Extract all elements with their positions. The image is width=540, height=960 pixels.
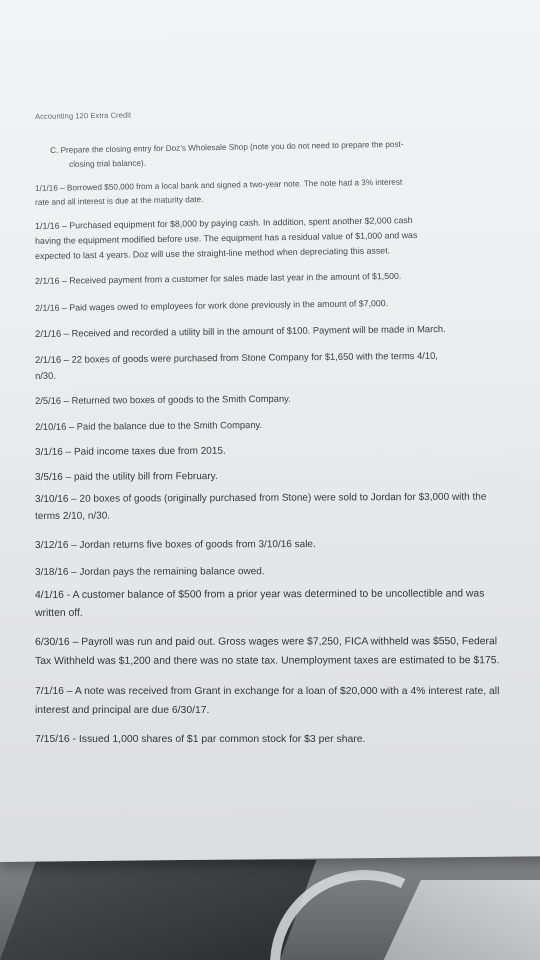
entry-customer-payment: 2/1/16 – Received payment from a customer for sales made last year in the amount of $1,500. [35,270,402,286]
entry-payroll-line-2: Tax Withheld was $1,200 and there was no state tax. Unemployment taxes are estimated to be $175. [35,655,500,667]
entry-jordan-returns: 3/12/16 – Jordan returns five boxes of goods from 3/10/16 sale. [35,539,316,551]
entry-borrow-line-2: rate and all interest is due at the maturity date. [35,195,204,207]
question-c-line-1: C. Prepare the closing entry for Doz’s Wholesale Shop (note you do not need to prepare the post- [50,139,404,155]
entry-equipment-line-3: expected to last 4 years. Doz will use the straight-line method when depreciating this asset. [35,245,391,261]
entry-income-taxes: 3/1/16 – Paid income taxes due from 2015. [35,445,226,458]
entry-note-received-line-1: 7/1/16 – A note was received from Grant in exchange for a loan of $20,000 with a 4% interest rate, all [35,686,500,697]
entry-sale-jordan-line-1: 3/10/16 – 20 boxes of goods (originally purchased from Stone) were sold to Jordan for $3,000 with the [35,491,487,505]
entry-sale-jordan-line-2: terms 2/10, n/30. [35,510,111,522]
entry-stone-purchase-line-2: n/30. [35,369,56,381]
desk-shadow [0,860,316,960]
entry-return-smith: 2/5/16 – Returned two boxes of goods to the Smith Company. [35,392,291,406]
entry-uncollectible-line-2: written off. [35,607,83,619]
entry-equipment-line-2: having the equipment modified before use. The equipment has a residual value of $1,000 and was [35,229,418,246]
entry-utility-bill: 2/1/16 – Received and recorded a utility bill in the amount of $100. Payment will be made in March. [35,322,446,339]
question-c-line-2: closing trial balance). [69,158,147,169]
entry-jordan-pays: 3/18/16 – Jordan pays the remaining balance owed. [35,566,265,578]
entry-equipment-line-1: 1/1/16 – Purchased equipment for $8,000 by paying cash. In addition, spent another $2,000 cash [35,215,413,231]
entry-note-received-line-2: interest and principal are due 6/30/17. [35,705,210,716]
entry-borrow-line-1: 1/1/16 – Borrowed $50,000 from a local bank and signed a two-year note. The note had a 3% interest [35,177,403,193]
entry-pay-utility: 3/5/16 – paid the utility bill from February. [35,471,218,483]
document-header: Accounting 120 Extra Credit [35,110,132,121]
entry-payroll-line-1: 6/30/16 – Payroll was run and paid out. Gross wages were $7,250, FICA withheld was $550, Federal [35,636,498,648]
entry-wages-paid: 2/1/16 – Paid wages owed to employees for work done previously in the amount of $7,000. [35,298,389,313]
entry-uncollectible-line-1: 4/1/16 - A customer balance of $500 from a prior year was determined to be uncollectible and was [35,588,485,601]
entry-stone-purchase-line-1: 2/1/16 – 22 boxes of goods were purchased from Stone Company for $1,650 with the terms 4/10, [35,349,438,365]
entry-stock-issued: 7/15/16 - Issued 1,000 shares of $1 par common stock for $3 per share. [35,734,366,745]
entry-pay-smith: 2/10/16 – Paid the balance due to the Smith Company. [35,419,263,432]
